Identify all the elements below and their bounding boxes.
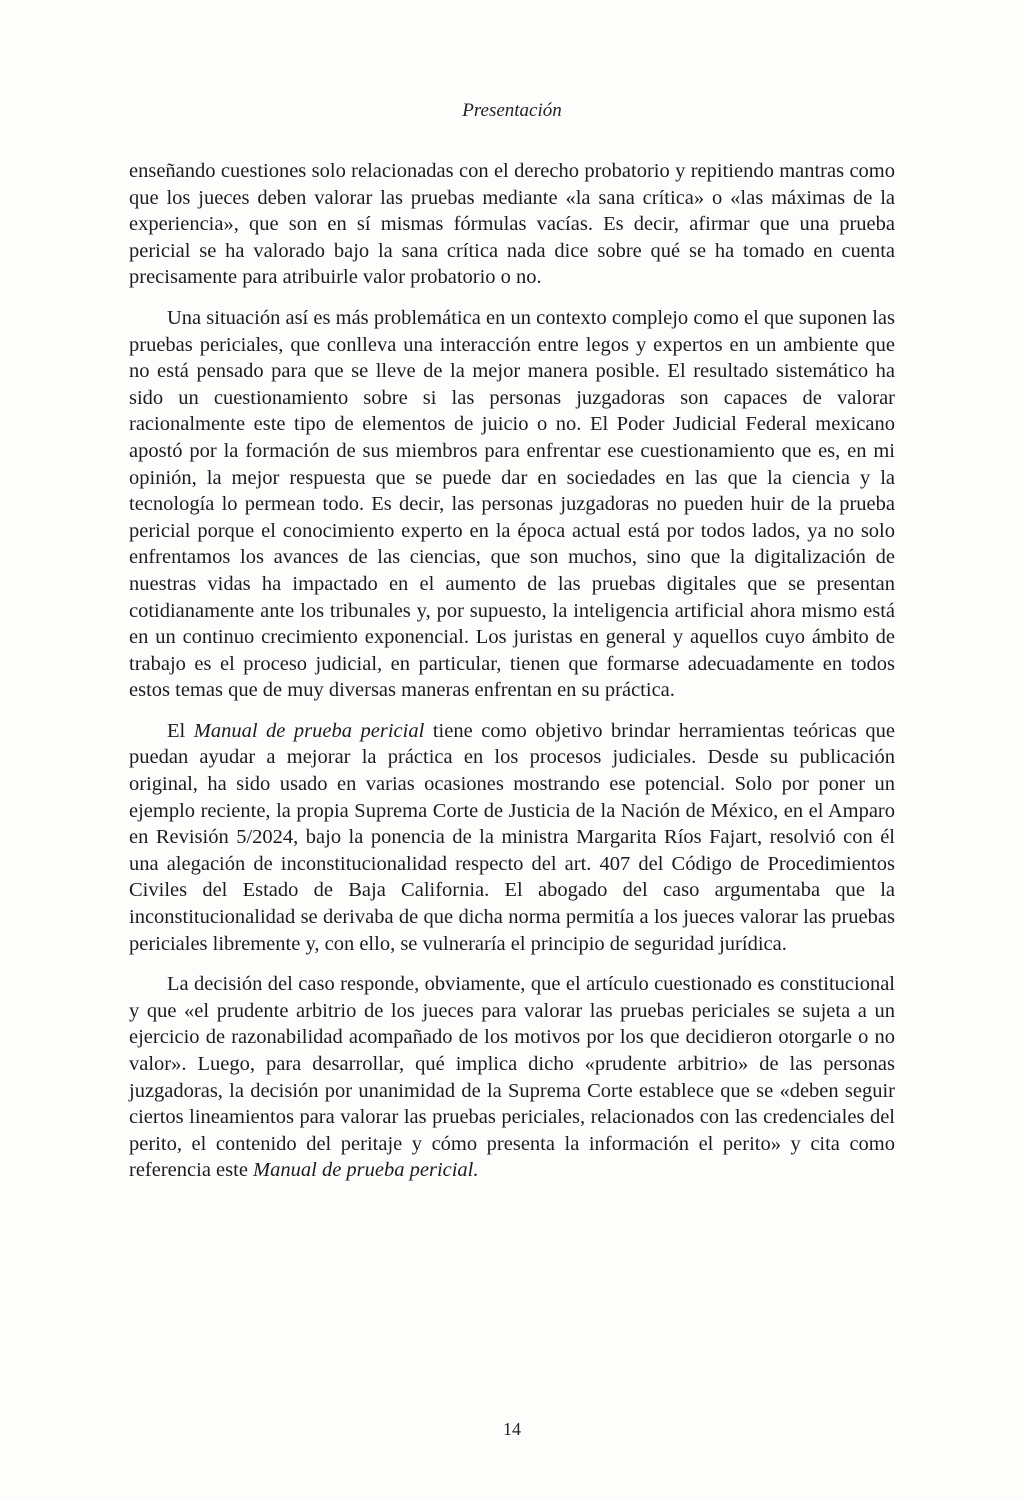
page-number: 14 [503, 1419, 521, 1439]
paragraph-3 [129, 718, 895, 957]
paragraph-4 [129, 971, 895, 1184]
paragraph-1 [129, 158, 895, 291]
paragraph-4-text: La decisión del caso responde, obviamente, que el artículo cuestionado es constitucional y que «el prudente arbitrio de los jueces para valorar las pruebas periciales se sujeta a un ejercicio de razonabilidad acompañado de los motivos por los que decidieron otorgarle o no valor». Luego, para desarrollar, qué implica dicho «prudente arbitrio» de las personas juzgadoras, la decisión por unanimidad de la Suprema Corte establece que se «deben seguir ciertos lineamientos para valorar las pruebas periciales, relacionados con las credenciales del perito, el contenido del peritaje y cómo presenta la información el perito» y cita como referencia este [129, 973, 895, 1182]
body-text [129, 158, 895, 1198]
running-head: Presentación [462, 100, 562, 121]
paragraph-2 [129, 305, 895, 704]
paragraph-3-book-title: Manual de prueba pericial [193, 719, 425, 742]
paragraph-1-text: enseñando cuestiones solo relacionadas con el derecho probatorio y repitiendo mantras como que los jueces deben valorar las pruebas mediante «la sana crítica» o «las máximas de la experiencia», que son en sí mismas fórmulas vacías. Es decir, afirmar que una prueba pericial se ha valorado bajo la sana crítica nada dice sobre qué se ha tomado en cuenta precisamente para atribuirle valor probatorio o no. [129, 160, 895, 289]
paragraph-2-text: Una situación así es más problemática en un contexto complejo como el que suponen las pruebas periciales, que conlleva una interacción entre legos y expertos en un ambiente que no está pensado para que se lleve de la mejor manera posible. El resultado sistemático ha sido un cuestionamiento sobre si las personas juzgadoras son capaces de valorar racionalmente este tipo de elementos de juicio o no. El Poder Judicial Federal mexicano apostó por la formación de sus miembros para enfrentar ese cuestionamiento que es, en mi opinión, la mejor respuesta que se puede dar en sociedades en las que la ciencia y la tecnología lo permean todo. Es decir, las personas juzgadoras no pueden huir de la prueba pericial porque el conocimiento experto en la época actual está por todos lados, ya no solo enfrentamos los avances de las ciencias, que son muchos, sino que la digitalización de nuestras vidas ha impactado en el aumento de las pruebas digitales que se presentan cotidianamente ante los tribunales y, por supuesto, la inteligencia artificial ahora mismo está en un continuo crecimiento exponencial. Los juristas en general y aquellos cuyo ámbito de trabajo es el proceso judicial, en particular, tienen que formarse adecuadamente en todos estos temas que de muy diversas maneras enfrentan en su práctica. [129, 306, 895, 702]
paragraph-3-text-a: El [167, 719, 194, 742]
paragraph-4-book-title: Manual de prueba pericial. [253, 1159, 479, 1182]
paragraph-3-text-b: tiene como objetivo brindar herramientas teóricas que puedan ayudar a mejorar la práctica en los procesos judiciales. Desde su publicación original, ha sido usado en varias ocasiones mostrando ese potencial. Solo por poner un ejemplo reciente, la propia Suprema Corte de Justicia de la Nación de México, en el Amparo en Revisión 5/2024, bajo la ponencia de la ministra Margarita Ríos Fajart, resolvió con él una alegación de inconstitucionalidad respecto del art. 407 del Código de Procedimientos Civiles del Estado de Baja California. El abogado del caso argumentaba que la inconstitucionalidad se derivaba de que dicha norma permitía a los jueces valorar las pruebas periciales libremente y, con ello, se vulneraría el principio de seguridad jurídica. [129, 719, 895, 955]
